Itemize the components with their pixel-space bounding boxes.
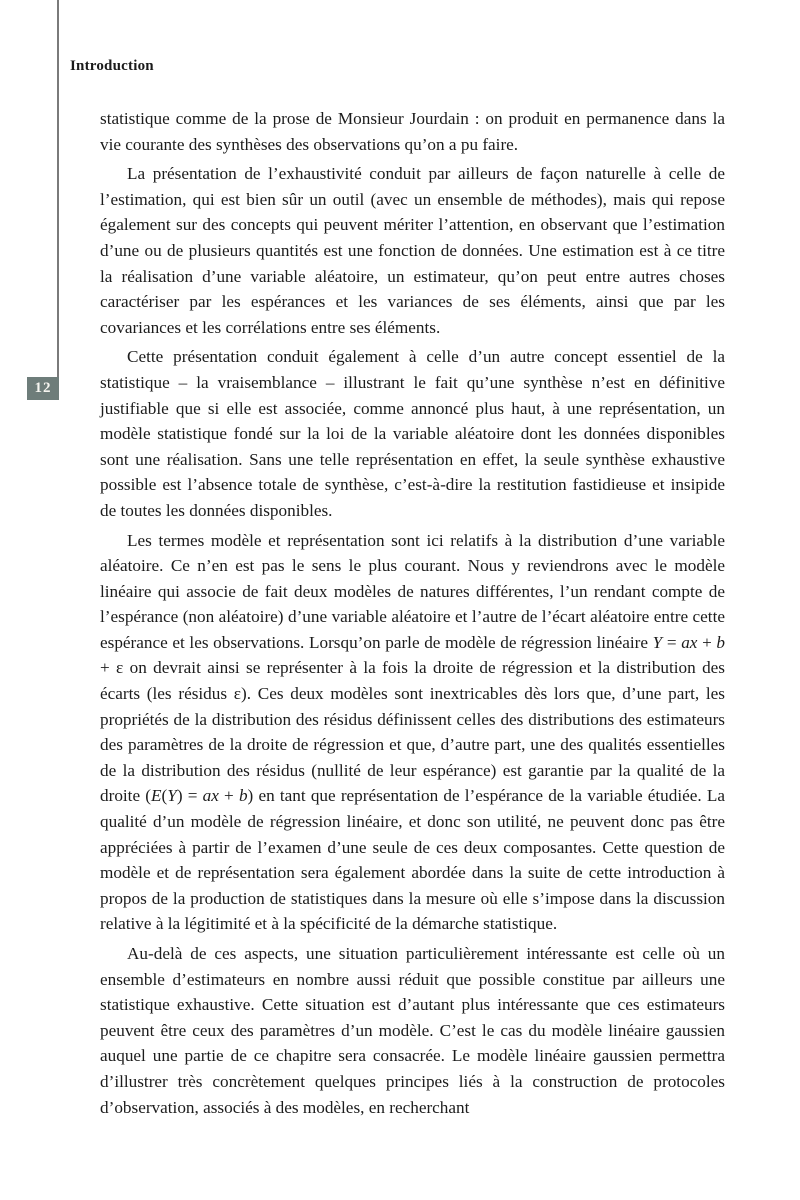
left-margin-rule xyxy=(57,0,59,400)
text-run: + ε on devrait ainsi se représenter à la fois la droite de régression et la distribution des écarts (les résidus ε). Ces deux modèles sont inextricables dès lors que, d’une part, les propriétés de la distribution des résidus définissent celles des distributions des estimateurs des paramètres de la droite de régression et que, d’autre part, une des qualités essentielles de la distribution des résidus (nullité de leur espérance) est garantie par la qualité de la droite ( xyxy=(100,658,725,806)
paragraph xyxy=(100,161,725,340)
text-run: + xyxy=(697,632,717,652)
text-run: ) = xyxy=(176,786,203,806)
math-variable: E xyxy=(151,786,162,806)
math-variable: Y xyxy=(167,786,177,806)
running-header: Introduction xyxy=(70,58,154,74)
text-run: = xyxy=(662,632,682,652)
paragraph xyxy=(100,528,725,938)
math-variable: Y xyxy=(652,632,663,652)
text-run: + xyxy=(218,786,239,806)
text-run: ) en tant que représentation de l’espérance de la variable étudiée. La qualité d’un modèle de régression linéaire, et donc son utilité, ne peuvent donc pas être appréciées à partir de l’examen d’une seule de ces deux composantes. Cette question de modèle et de représentation sera également abordée dans la suite de cette introduction à propos de la production de statistiques dans la mesure où elle s’impose dans la discussion relative à la légitimité et à la spécificité de la démarche statistique. xyxy=(100,786,725,934)
math-variable: b xyxy=(716,632,725,652)
text-run: Cette présentation conduit également à celle d’un autre concept essentiel de la statistique – la vraisemblance – illustrant le fait qu’une synthèse n’est en définitive justifiable que si elle est associée, comme annoncé plus haut, à une représentation, un modèle statistique fondé sur la loi de la variable aléatoire dont les données disponibles sont une réalisation. Sans une telle représentation en effet, la seule synthèse exhaustive possible est l’absence totale de synthèse, c’est-à-dire la restitution fastidieuse et insipide de toutes les données disponibles. xyxy=(100,347,725,520)
body-text xyxy=(100,106,725,1124)
text-run: statistique comme de la prose de Monsieur Jourdain : on produit en permanence dans la vie courante des synthèses des observations qu’on a pu faire. xyxy=(100,109,725,154)
paragraph xyxy=(100,941,725,1120)
text-run: Les termes modèle et représentation sont ici relatifs à la distribution d’une variable aléatoire. Ce n’en est pas le sens le plus courant. Nous y reviendrons avec le modèle linéaire qui associe de fait deux modèles de natures différentes, l’un rendant compte de l’espérance (non aléatoire) d’une variable aléatoire et l’autre de l’écart aléatoire entre cette espérance et les observations. Lorsqu’on parle de modèle de régression linéaire xyxy=(100,530,725,652)
text-run: ( xyxy=(161,786,168,806)
text-run: Au-delà de ces aspects, une situation particulièrement intéressante est celle où un ensemble d’estimateurs en nombre aussi réduit que possible constitue par ailleurs une statistique exhaustive. Cette situation est d’autant plus intéressante que ces estimateurs peuvent être ceux des paramètres d’un modèle. C’est le cas du modèle linéaire gaussien auquel une partie de ce chapitre sera consacrée. Le modèle linéaire gaussien permettra d’illustrer très concrètement quelques principes liés à la construction de protocoles d’observation, associés à des modèles, en recherchant xyxy=(100,944,725,1117)
paragraph xyxy=(100,344,725,523)
math-variable: ax xyxy=(202,786,219,806)
paragraph xyxy=(100,106,725,157)
page-number-badge: 12 xyxy=(27,377,59,400)
math-variable: b xyxy=(238,786,248,806)
text-run: La présentation de l’exhaustivité conduit par ailleurs de façon naturelle à celle de l’estimation, qui est bien sûr un outil (avec un ensemble de méthodes), mais qui repose également sur des concepts qui peuvent mériter l’attention, en observant que l’estimation d’une ou de plusieurs quantités est une fonction de données. Une estimation est à ce titre la réalisation d’une variable aléatoire, un estimateur, qu’on peut entre autres choses caractériser par les espérances et les variances de ses éléments, ainsi que par les covariances et les corrélations entre ses éléments. xyxy=(100,164,725,337)
math-variable: ax xyxy=(681,632,698,652)
